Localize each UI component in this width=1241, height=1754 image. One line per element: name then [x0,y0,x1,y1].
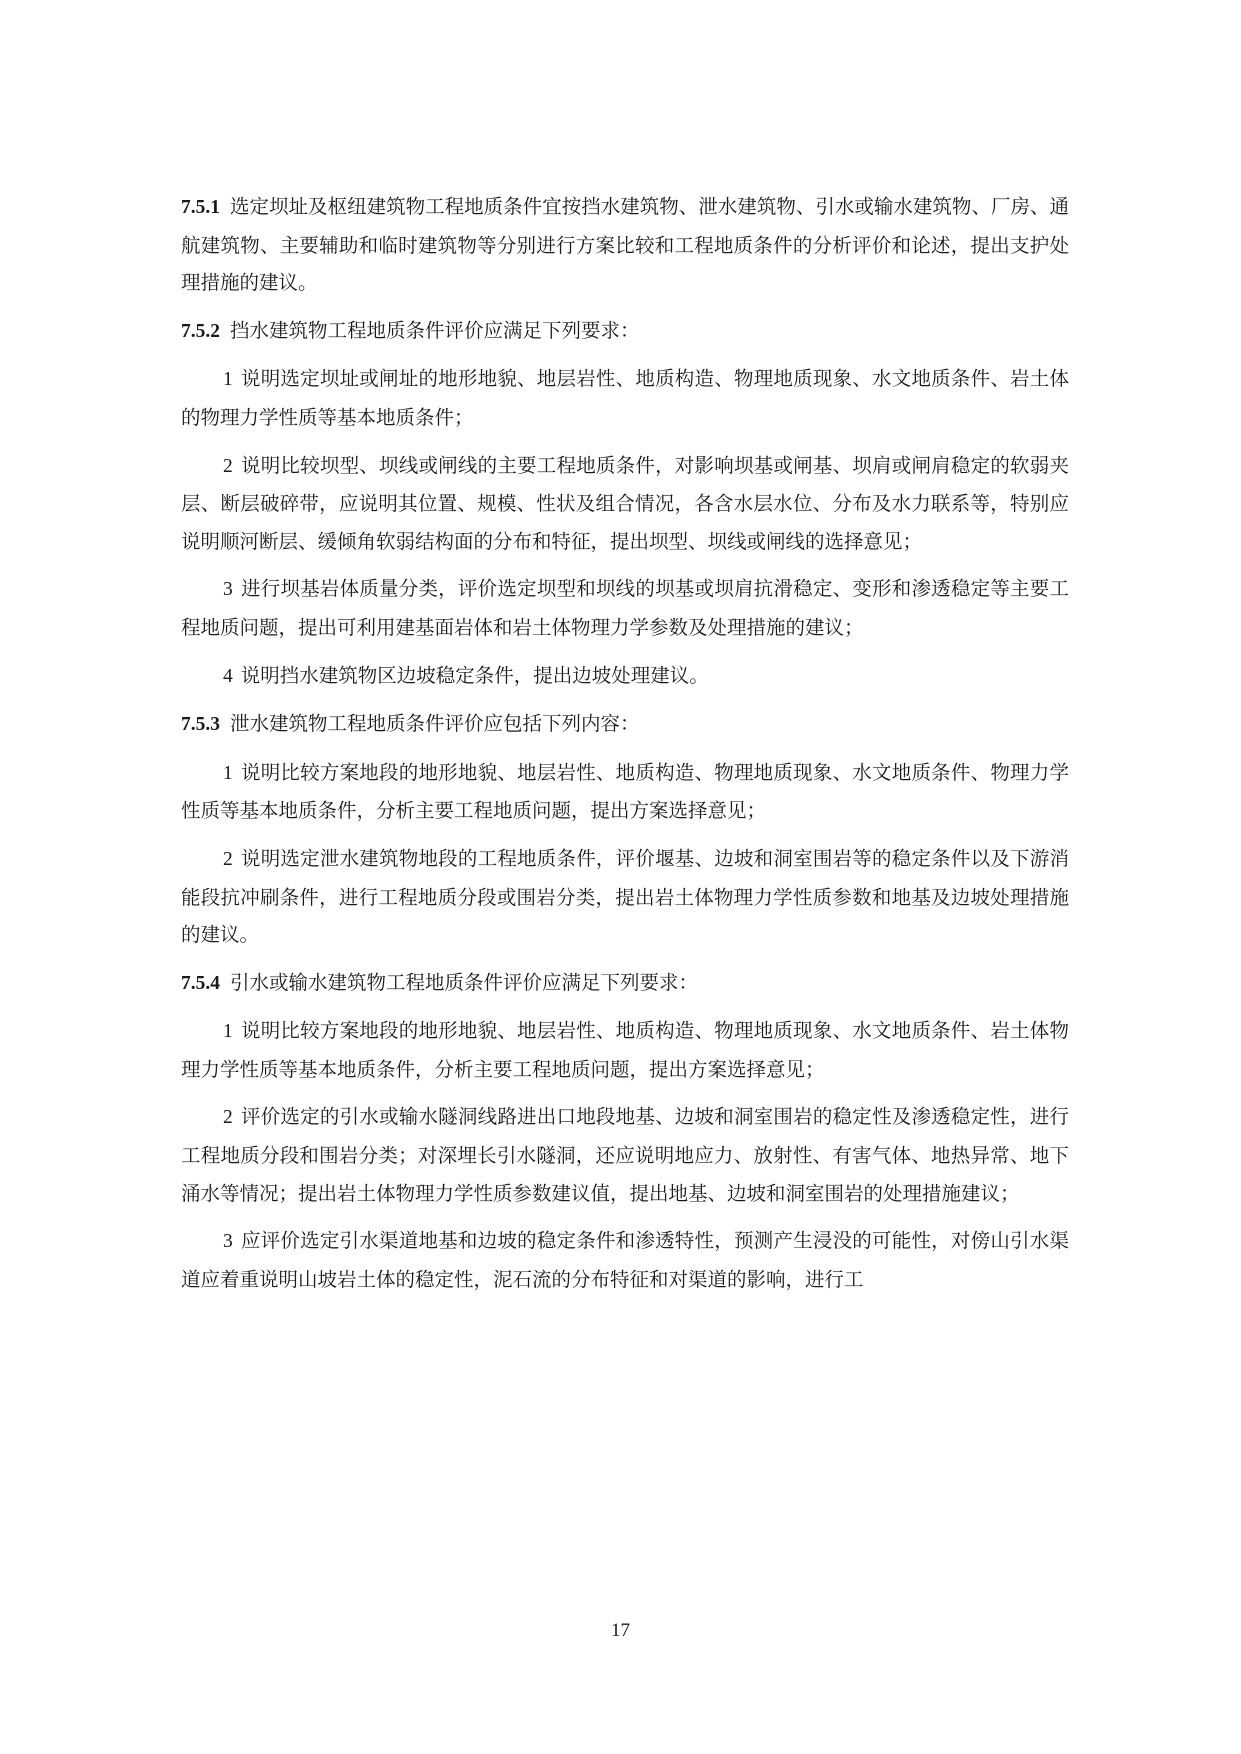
item-text: 应评价选定引水渠道地基和边坡的稳定条件和渗透特性，预测产生浸没的可能性，对傍山引水渠道应着重说明山坡岩土体的稳定性，泥石流的分布特征和对渠道的影响，进行工 [181,1229,1069,1291]
item-text: 说明比较方案地段的地形地貌、地层岩性、地质构造、物理地质现象、水文地质条件、岩土体物理力学性质等基本地质条件，分析主要工程地质问题，提出方案选择意见； [181,1019,1069,1081]
item-text: 说明比较坝型、坝线或闸线的主要工程地质条件，对影响坝基或闸基、坝肩或闸肩稳定的软弱夹层、断层破碎带，应说明其位置、规模、性状及组合情况，各含水层水位、分布及水力联系等，特别应说明顺河断层、缓倾角软弱结构面的分布和特征，提出坝型、坝线或闸线的选择意见； [181,453,1069,553]
list-item [181,1098,1069,1212]
clause-7-5-2 [181,312,1069,351]
clause-text: 挡水建筑物工程地质条件评价应满足下列要求： [230,318,640,342]
item-text: 说明挡水建筑物区边坡稳定条件，提出边坡处理建议。 [240,663,709,687]
clause-7-5-1 [181,188,1069,302]
clause-number: 7.5.3 [181,714,220,736]
item-text: 说明比较方案地段的地形地貌、地层岩性、地质构造、物理地质现象、水文地质条件、物理力学性质等基本地质条件，分析主要工程地质问题，提出方案选择意见； [181,760,1069,823]
clause-7-5-3 [181,705,1069,744]
item-text: 说明选定泄水建筑物地段的工程地质条件，评价堰基、边坡和洞室围岩等的稳定条件以及下游消能段抗冲刷条件，进行工程地质分段或围岩分类，提出岩土体物理力学性质参数和地基及边坡处理措施的建议。 [181,846,1069,947]
list-item [181,570,1069,646]
list-item [181,754,1069,830]
item-number: 3 [223,579,233,601]
list-item [181,447,1069,561]
clause-number: 7.5.1 [181,197,220,218]
list-item [181,1222,1069,1298]
item-text: 说明选定坝址或闸址的地形地貌、地层岩性、地质构造、物理地质现象、水文地质条件、岩土体的物理力学性质等基本地质条件； [181,367,1069,429]
item-number: 2 [223,455,233,477]
item-number: 1 [223,1021,233,1043]
clause-text: 引水或输水建筑物工程地质条件评价应满足下列要求： [230,970,699,994]
item-number: 4 [223,665,233,687]
clause-text: 泄水建筑物工程地质条件评价应包括下列内容： [230,712,640,736]
list-item [181,840,1069,954]
item-text: 评价选定的引水或输水隧洞线路进出口地段地基、边坡和洞室围岩的稳定性及渗透稳定性，进行工程地质分段和围岩分类；对深埋长引水隧洞，还应说明地应力、放射性、有害气体、地热异常、地下涌水等情况；提出岩土体物理力学性质参数建议值，提出地基、边坡和洞室围岩的处理措施建议； [181,1105,1069,1205]
clause-7-5-4 [181,964,1069,1003]
clause-number: 7.5.4 [181,972,220,994]
clause-text: 选定坝址及枢纽建筑物工程地质条件宜按挡水建筑物、泄水建筑物、引水或输水建筑物、厂房、通航建筑物、主要辅助和临时建筑物等分别进行方案比较和工程地质条件的分析评价和论述，提出支护处理措施的建议。 [181,195,1069,295]
item-number: 3 [223,1231,233,1253]
item-number: 2 [223,1107,233,1129]
page-body [181,188,1069,1308]
clause-number: 7.5.2 [181,320,220,342]
page-number: 17 [611,1620,630,1641]
item-number: 1 [223,369,233,391]
list-item [181,657,1069,696]
list-item [181,360,1069,436]
list-item [181,1012,1069,1088]
item-number: 2 [223,848,233,870]
item-text: 进行坝基岩体质量分类，评价选定坝型和坝线的坝基或坝肩抗滑稳定、变形和渗透稳定等主要工程地质问题，提出可利用建基面岩体和岩土体物理力学参数及处理措施的建议； [181,577,1069,639]
item-number: 1 [223,762,233,784]
